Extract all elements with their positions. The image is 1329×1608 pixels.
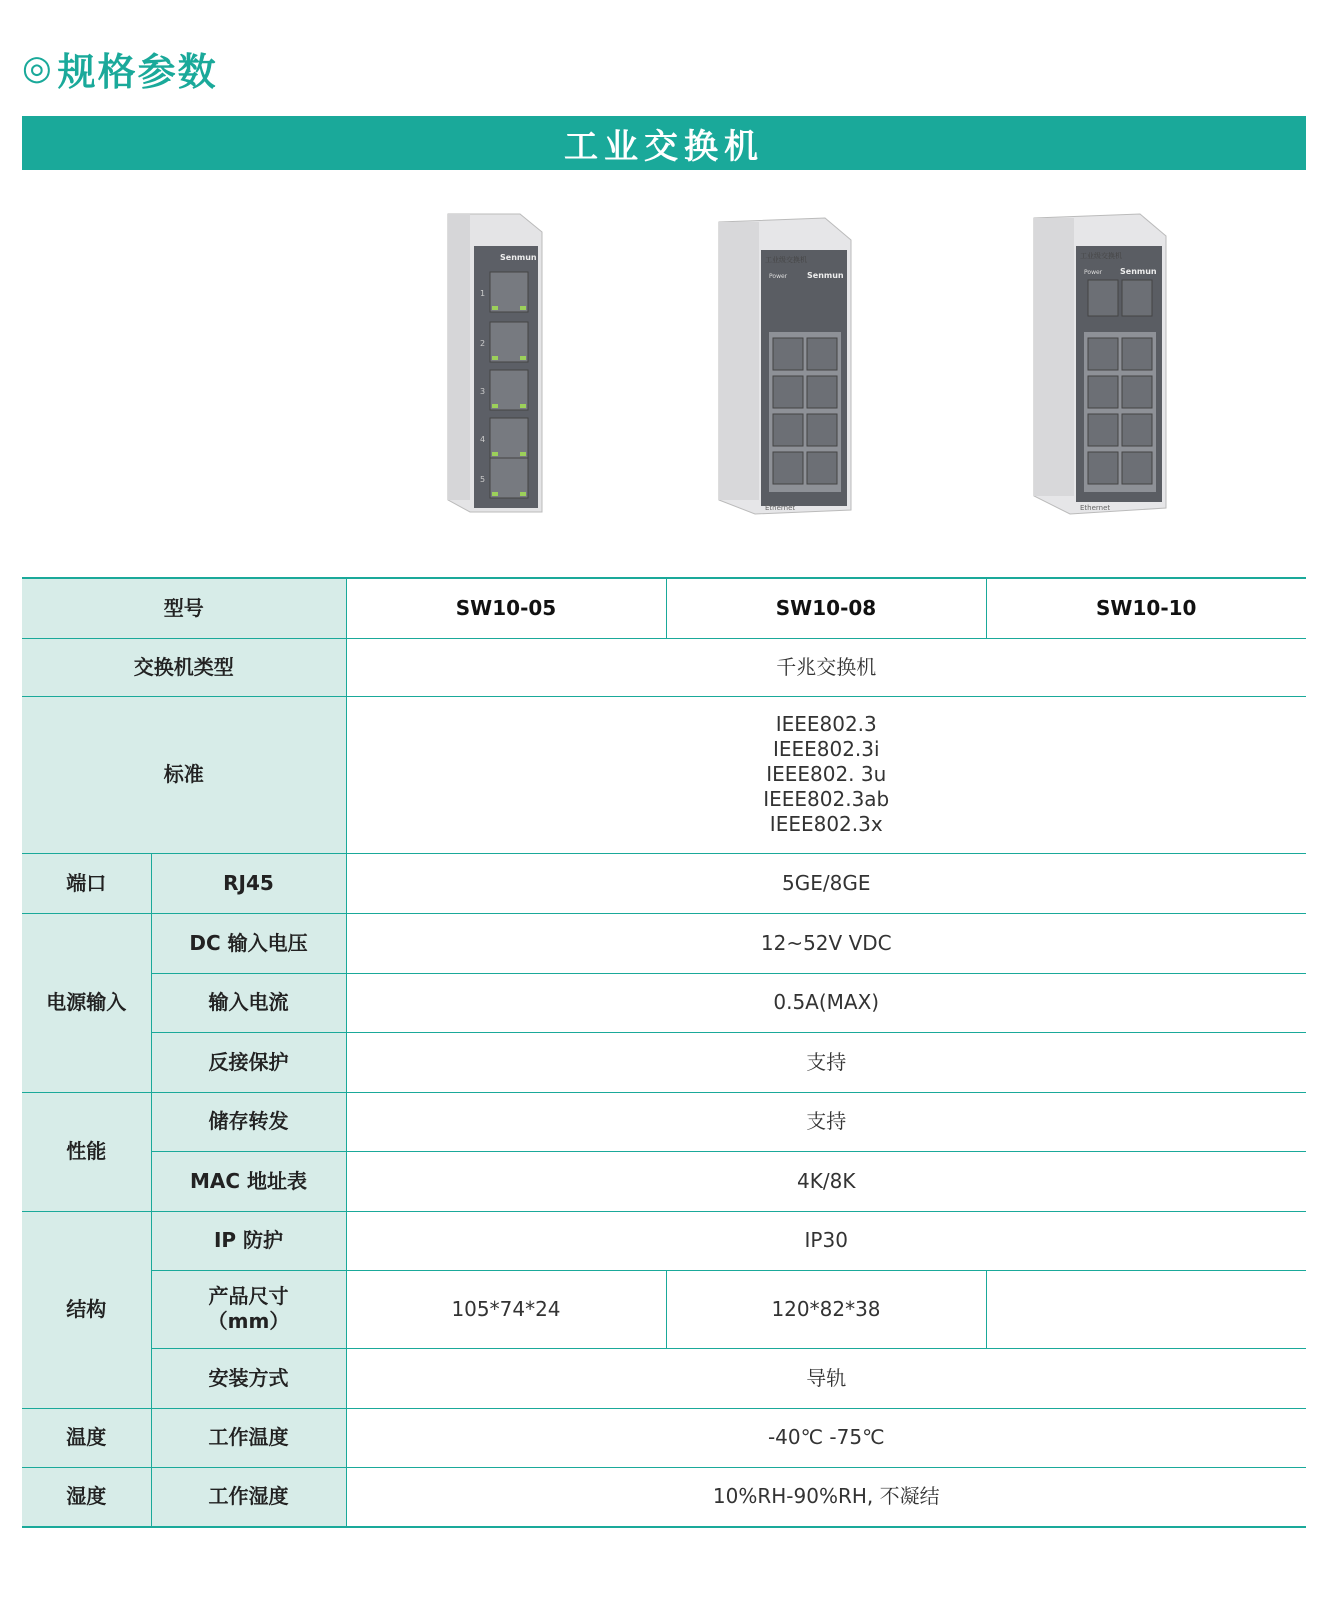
rj45-label: RJ45 [151, 853, 346, 913]
section-title: 规格参数 [57, 49, 218, 94]
standard-item: IEEE802.3ab [763, 787, 890, 811]
circle-mark-icon: ◎ [22, 48, 52, 88]
port-number: 1 [480, 289, 486, 298]
dc-voltage-value: 12~52V VDC [346, 913, 1306, 973]
table-row [22, 1467, 1306, 1527]
structure-group-label: 结构 [22, 1211, 151, 1408]
product-bottom-label: Ethernet [1080, 504, 1111, 512]
brand-text: Senmun [500, 253, 537, 262]
port-number: 3 [480, 387, 486, 396]
model-sw10-10: SW10-10 [986, 578, 1306, 638]
reverse-protection-label: 反接保护 [151, 1032, 346, 1092]
switch-type-label: 交换机类型 [22, 638, 346, 696]
rj45-value: 5GE/8GE [346, 853, 1306, 913]
product-size-label [151, 1270, 346, 1348]
model-sw10-08: SW10-08 [666, 578, 986, 638]
table-row [22, 638, 1306, 696]
size-sw10-10 [986, 1270, 1306, 1348]
size-sw10-05: 105*74*24 [346, 1270, 666, 1348]
product-top-label: 工业级交换机 [765, 256, 807, 264]
operating-humidity-value: 10%RH-90%RH, 不凝结 [346, 1467, 1306, 1527]
input-current-value: 0.5A(MAX) [346, 973, 1306, 1032]
power-group-label: 电源输入 [22, 913, 151, 1092]
reverse-protection-value: 支持 [346, 1032, 1306, 1092]
table-row [22, 1092, 1306, 1151]
table-row [22, 1211, 1306, 1270]
table-row [22, 696, 1306, 853]
humidity-group-label: 湿度 [22, 1467, 151, 1527]
table-row [22, 1408, 1306, 1467]
section-heading [22, 42, 218, 94]
product-size-label-line1: 产品尺寸 [208, 1284, 289, 1308]
operating-temperature-label: 工作温度 [151, 1408, 346, 1467]
standard-label: 标准 [22, 696, 346, 853]
spec-table [22, 577, 1306, 1528]
product-image-sw10-05 [440, 210, 550, 520]
product-images [345, 210, 1306, 540]
product-size-label-line2: （mm） [207, 1309, 290, 1333]
port-group-label: 端口 [22, 853, 151, 913]
table-row [22, 1151, 1306, 1211]
port-number: 5 [480, 475, 486, 484]
power-label: Power [1084, 269, 1103, 276]
model-label: 型号 [22, 578, 346, 638]
size-sw10-08: 120*82*38 [666, 1270, 986, 1348]
temperature-group-label: 温度 [22, 1408, 151, 1467]
table-row [22, 1270, 1306, 1348]
standard-item: IEEE802.3x [769, 812, 883, 836]
performance-group-label: 性能 [22, 1092, 151, 1211]
mount-label: 安装方式 [151, 1348, 346, 1408]
store-forward-value: 支持 [346, 1092, 1306, 1151]
mount-value: 导轨 [346, 1348, 1306, 1408]
mac-table-label: MAC 地址表 [151, 1151, 346, 1211]
table-row [22, 973, 1306, 1032]
brand-text: Senmun [807, 271, 844, 280]
dc-voltage-label: DC 输入电压 [151, 913, 346, 973]
table-row [22, 913, 1306, 973]
ip-protection-label: IP 防护 [151, 1211, 346, 1270]
product-bottom-label: Ethernet [765, 504, 796, 512]
brand-text: Senmun [1120, 267, 1157, 276]
table-row [22, 1032, 1306, 1092]
ip-protection-value: IP30 [346, 1211, 1306, 1270]
banner-title: 工业交换机 [564, 126, 764, 167]
table-row [22, 853, 1306, 913]
operating-humidity-label: 工作湿度 [151, 1467, 346, 1527]
standard-item: IEEE802.3 [775, 712, 877, 736]
power-label: Power [769, 273, 788, 280]
standard-values [346, 696, 1306, 853]
input-current-label: 输入电流 [151, 973, 346, 1032]
port-number: 4 [480, 435, 486, 444]
standard-item: IEEE802.3i [772, 737, 880, 761]
product-banner [22, 116, 1306, 170]
model-sw10-05: SW10-05 [346, 578, 666, 638]
switch-type-value: 千兆交换机 [346, 638, 1306, 696]
product-image-sw10-10 [1030, 210, 1170, 520]
table-row [22, 1348, 1306, 1408]
store-forward-label: 储存转发 [151, 1092, 346, 1151]
product-top-label: 工业级交换机 [1080, 252, 1122, 260]
product-image-sw10-08 [715, 210, 855, 520]
table-row [22, 578, 1306, 638]
mac-table-value: 4K/8K [346, 1151, 1306, 1211]
port-number: 2 [480, 339, 486, 348]
standard-item: IEEE802. 3u [766, 762, 887, 786]
operating-temperature-value: -40℃ -75℃ [346, 1408, 1306, 1467]
